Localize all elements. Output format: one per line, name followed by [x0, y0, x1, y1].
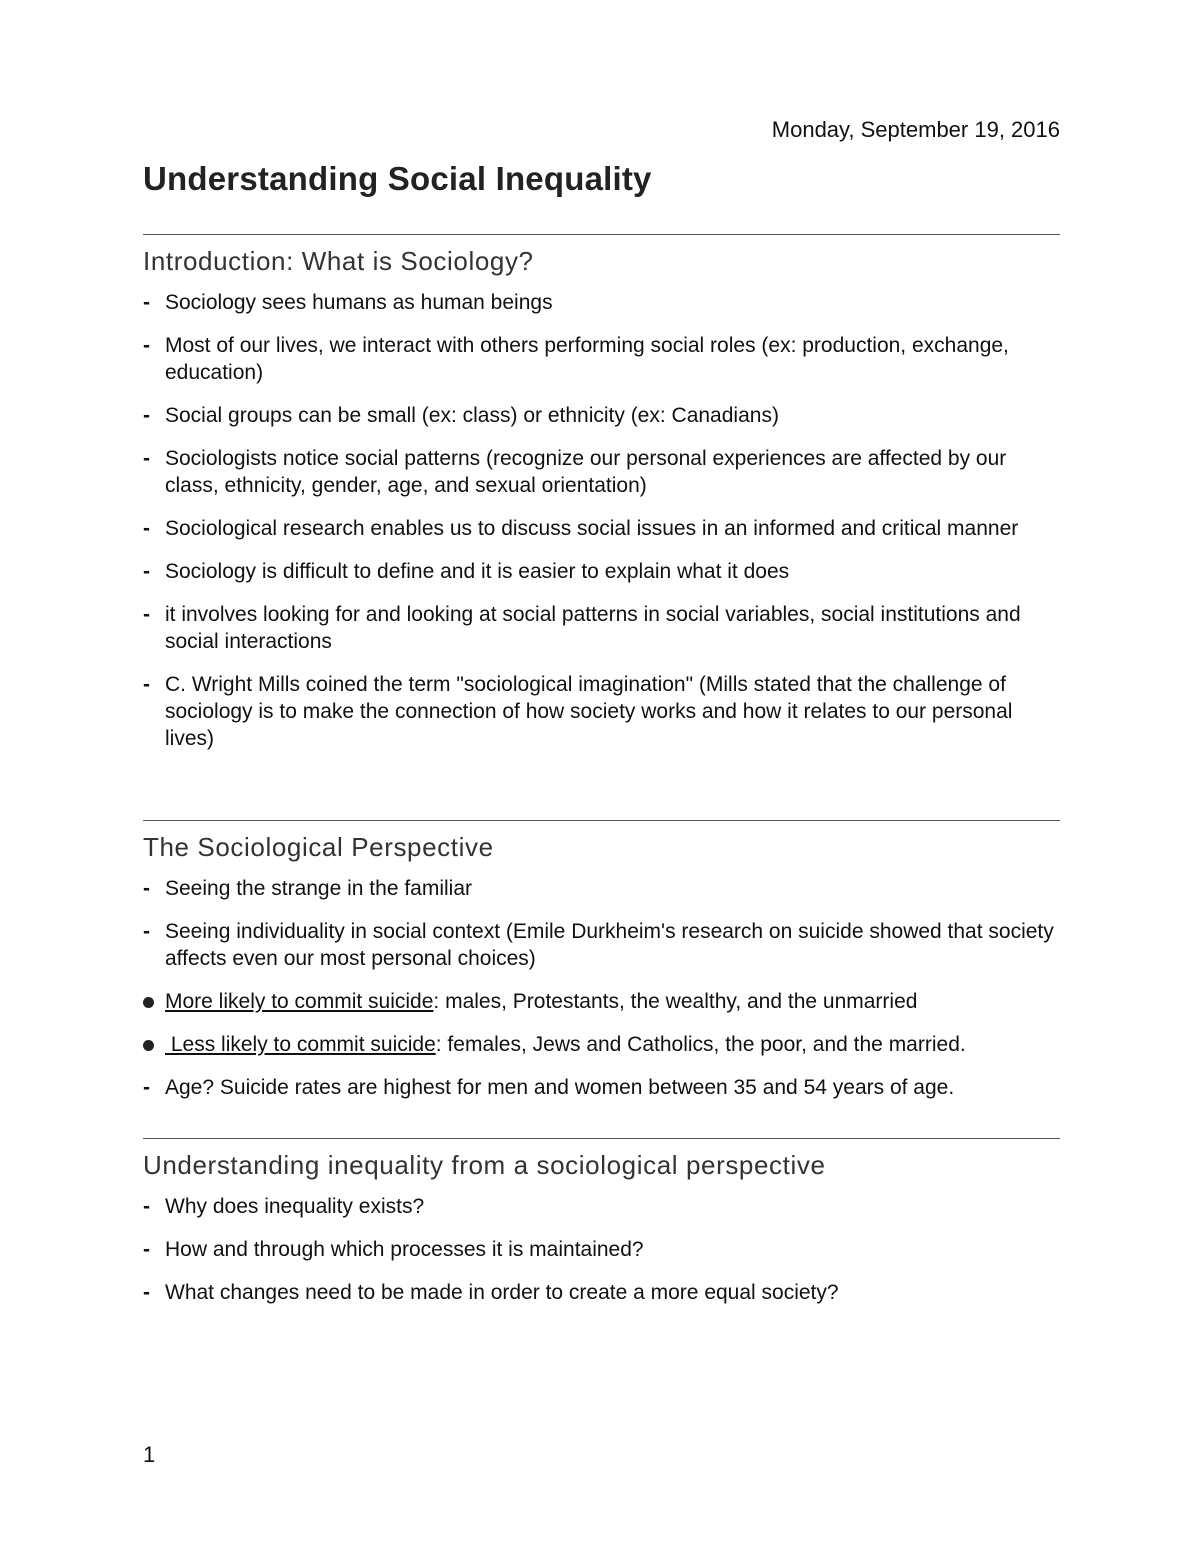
list-item-text: it involves looking for and looking at social patterns in social variables, social institutions and social interactions: [165, 603, 1021, 653]
section-understanding-inequality: [143, 1138, 1060, 1322]
list-item-text: Social groups can be small (ex: class) or ethnicity (ex: Canadians): [165, 404, 779, 427]
document-title: Understanding Social Inequality: [143, 160, 652, 197]
dash-marker: -: [143, 1238, 150, 1261]
section-divider: [143, 820, 1060, 821]
list-item-text: C. Wright Mills coined the term "sociological imagination" (Mills stated that the challenge of sociology is to make the connection of how society works and how it relates to our personal lives): [165, 673, 1013, 750]
bullet-dot-icon: [143, 997, 154, 1008]
dash-marker: -: [143, 291, 150, 314]
dash-marker: -: [143, 673, 150, 696]
bullet-list: [143, 875, 1060, 1101]
list-item-text: : females, Jews and Catholics, the poor, and the married.: [435, 1033, 966, 1056]
list-item: [143, 1074, 1060, 1101]
section-divider: [143, 234, 1060, 235]
list-item-text: Most of our lives, we interact with others performing social roles (ex: production, exchange, education): [165, 334, 1009, 384]
dash-marker: -: [143, 334, 150, 357]
dash-marker: -: [143, 447, 150, 470]
dash-marker: -: [143, 1076, 150, 1099]
list-item: [143, 988, 1060, 1015]
dash-marker: -: [143, 404, 150, 427]
list-item-text: What changes need to be made in order to create a more equal society?: [165, 1281, 839, 1304]
list-item-text: Why does inequality exists?: [165, 1195, 425, 1218]
list-item: [143, 332, 1060, 386]
section-introduction: [143, 234, 1060, 768]
list-item-text: How and through which processes it is maintained?: [165, 1238, 644, 1261]
list-item-text: Age? Suicide rates are highest for men and women between 35 and 54 years of age.: [165, 1076, 955, 1099]
list-item-text: : males, Protestants, the wealthy, and the unmarried: [433, 990, 918, 1013]
document-page: [143, 0, 1060, 1553]
section-heading: Introduction: What is Sociology?: [143, 246, 534, 276]
document-date: Monday, September 19, 2016: [771, 117, 1060, 142]
underlined-label: More likely to commit suicide: [165, 990, 434, 1013]
list-item: [143, 515, 1060, 542]
list-item: [143, 1031, 1060, 1058]
list-item: [143, 1279, 1060, 1306]
list-item: [143, 875, 1060, 902]
list-item: [143, 289, 1060, 316]
section-sociological-perspective: [143, 820, 1060, 1117]
list-item-text: Seeing the strange in the familiar: [165, 877, 473, 900]
list-item: [143, 1236, 1060, 1263]
dash-marker: -: [143, 517, 150, 540]
section-heading: The Sociological Perspective: [143, 832, 494, 862]
list-item: [143, 601, 1060, 655]
dash-marker: -: [143, 920, 150, 943]
list-item: [143, 918, 1060, 972]
section-divider: [143, 1138, 1060, 1139]
list-item: [143, 558, 1060, 585]
bullet-list: [143, 289, 1060, 752]
bullet-list: [143, 1193, 1060, 1306]
list-item: [143, 402, 1060, 429]
dash-marker: -: [143, 560, 150, 583]
bullet-dot-icon: [143, 1040, 154, 1051]
dash-marker: -: [143, 1281, 150, 1304]
list-item-text: Sociology sees humans as human beings: [165, 291, 553, 314]
list-item-text: Sociology is difficult to define and it is easier to explain what it does: [165, 560, 790, 583]
dash-marker: -: [143, 877, 150, 900]
list-item-text: Sociological research enables us to discuss social issues in an informed and critical manner: [165, 517, 1019, 540]
underlined-label: Less likely to commit suicide: [165, 1033, 436, 1056]
page-number: 1: [143, 1442, 156, 1467]
section-heading: Understanding inequality from a sociological perspective: [143, 1150, 826, 1180]
list-item: [143, 671, 1060, 752]
list-item: [143, 1193, 1060, 1220]
list-item: [143, 445, 1060, 499]
list-item-text: Seeing individuality in social context (Emile Durkheim's research on suicide showed that society affects even our most personal choices): [165, 920, 1054, 970]
list-item-text: Sociologists notice social patterns (recognize our personal experiences are affected by our class, ethnicity, gender, age, and sexual orientation): [165, 447, 1007, 497]
dash-marker: -: [143, 1195, 150, 1218]
dash-marker: -: [143, 603, 150, 626]
